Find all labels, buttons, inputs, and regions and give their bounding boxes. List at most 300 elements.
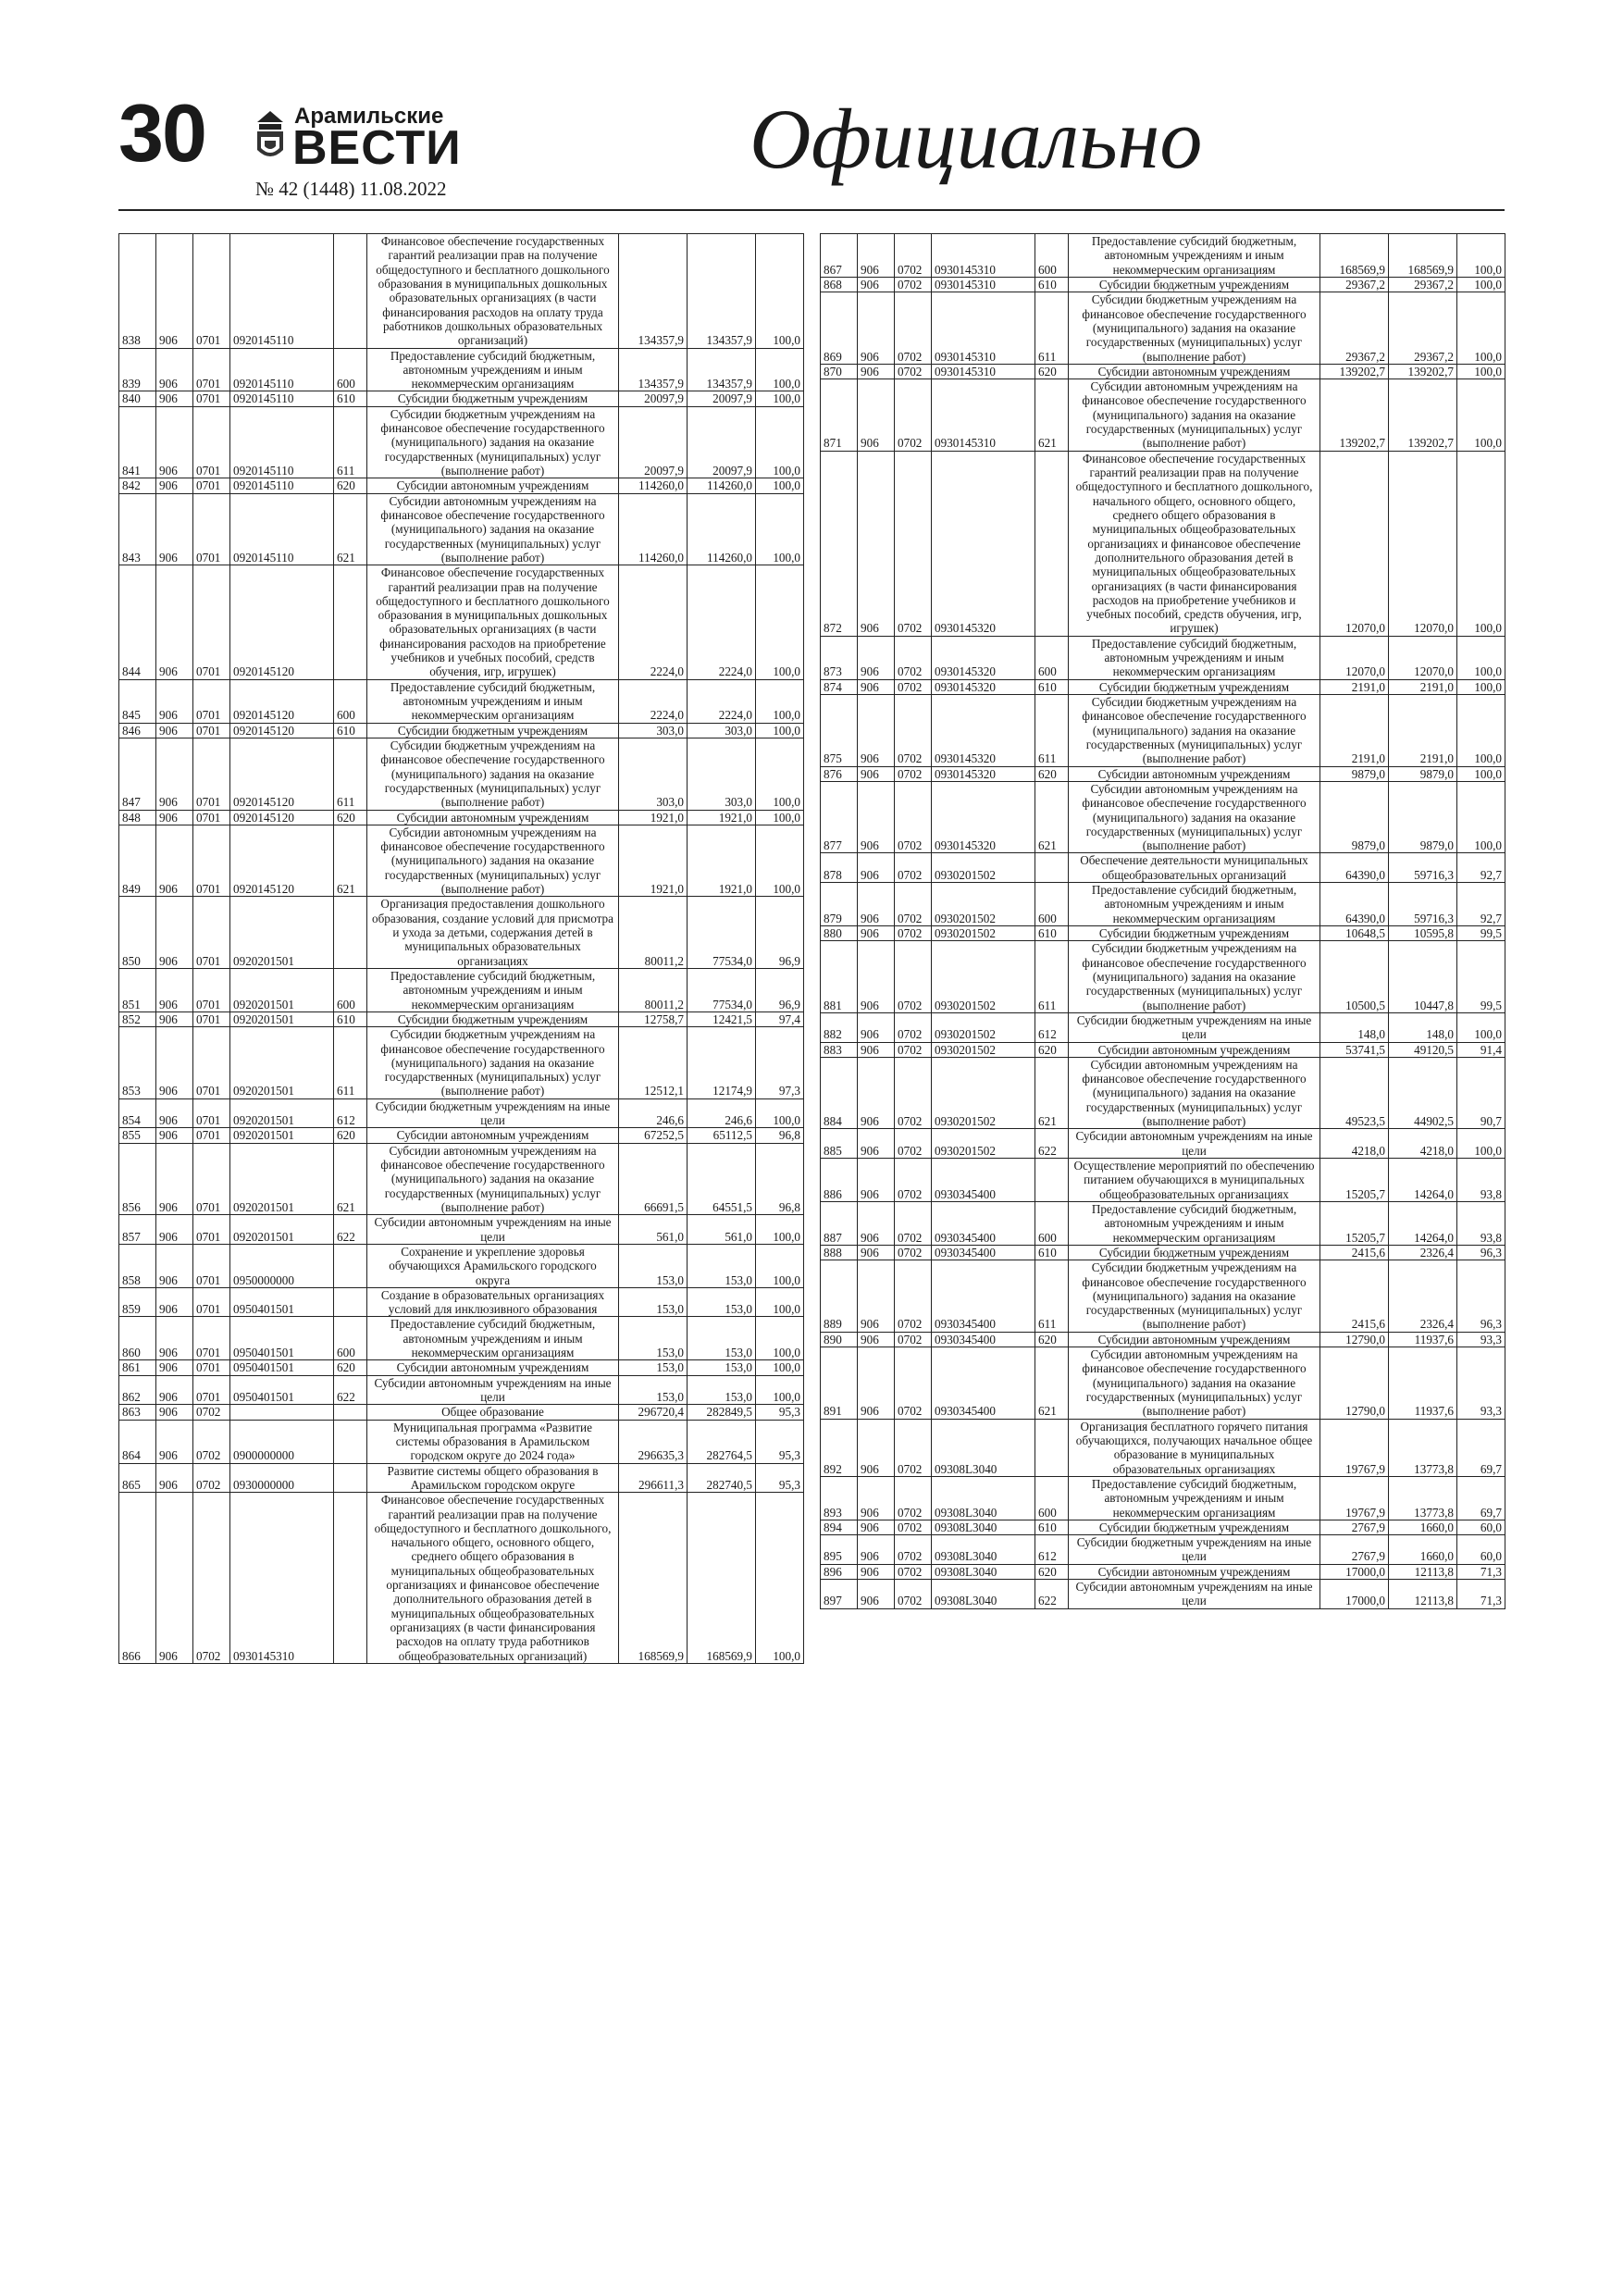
expense-type-code-cell: 610: [1035, 277, 1069, 292]
item-description-cell: Финансовое обеспечение государственных гарантий реализации прав на получение общедоступного и бесплатного дошкольного, начального общего, основного общего, среднего общего образования в муниципальных общеобразовательных организациях и финансовое обеспечение дополнительного образования детей в муниципальных общеобразовательных организациях (в части финансирования расходов на оплату труда работников общеобразовательных организаций): [367, 1493, 619, 1664]
table-row: [119, 679, 804, 723]
target-article-code-cell: 0930145310: [932, 277, 1035, 292]
expense-type-code-cell: 610: [334, 1011, 367, 1026]
ministry-code-cell: 906: [858, 1580, 895, 1609]
row-number-cell: 842: [119, 478, 156, 493]
executed-amount-cell: 49120,5: [1389, 1042, 1457, 1057]
expense-type-code-cell: 622: [1035, 1580, 1069, 1609]
ministry-code-cell: 906: [156, 1287, 193, 1317]
item-description-cell: Субсидии бюджетным учреждениям: [1069, 1245, 1320, 1260]
executed-amount-cell: 303,0: [688, 738, 756, 810]
planned-amount-cell: 168569,9: [619, 1493, 688, 1664]
section-code-cell: 0702: [895, 1520, 932, 1534]
expense-type-code-cell: 612: [1035, 1012, 1069, 1042]
ministry-code-cell: 906: [858, 883, 895, 926]
target-article-code-cell: 0930145320: [932, 451, 1035, 636]
ministry-code-cell: 906: [858, 1332, 895, 1347]
executed-amount-cell: 153,0: [688, 1375, 756, 1405]
table-row: [119, 1360, 804, 1375]
planned-amount-cell: 296635,3: [619, 1420, 688, 1463]
executed-amount-cell: 153,0: [688, 1287, 756, 1317]
planned-amount-cell: 17000,0: [1320, 1564, 1389, 1579]
item-description-cell: Субсидии автономным учреждениям: [1069, 364, 1320, 379]
item-description-cell: Субсидии автономным учреждениям на финансовое обеспечение государственного (муниципального) задания на оказание государственных (муниципальных) услуг (выполнение работ): [367, 493, 619, 565]
planned-amount-cell: 67252,5: [619, 1128, 688, 1143]
expense-type-code-cell: 611: [1035, 695, 1069, 767]
ministry-code-cell: 906: [156, 1027, 193, 1099]
section-code-cell: 0701: [193, 234, 230, 349]
table-row: [119, 406, 804, 478]
executed-amount-cell: 12070,0: [1389, 451, 1457, 636]
executed-amount-cell: 12113,8: [1389, 1580, 1457, 1609]
planned-amount-cell: 134357,9: [619, 234, 688, 349]
planned-amount-cell: 9879,0: [1320, 766, 1389, 781]
planned-amount-cell: 1921,0: [619, 810, 688, 825]
executed-amount-cell: 9879,0: [1389, 766, 1457, 781]
table-row: [119, 1098, 804, 1128]
item-description-cell: Субсидии автономным учреждениям на финансовое обеспечение государственного (муниципального) задания на оказание государственных (муниципальных) услуг (выполнение работ): [1069, 1347, 1320, 1420]
execution-percent-cell: 100,0: [756, 825, 804, 897]
expense-type-code-cell: 621: [334, 493, 367, 565]
executed-amount-cell: 59716,3: [1389, 883, 1457, 926]
executed-amount-cell: 12421,5: [688, 1011, 756, 1026]
section-code-cell: 0702: [895, 1580, 932, 1609]
ministry-code-cell: 906: [858, 1012, 895, 1042]
execution-percent-cell: 100,0: [756, 406, 804, 478]
executed-amount-cell: 2326,4: [1389, 1260, 1457, 1333]
target-article-code-cell: 09308L3040: [932, 1419, 1035, 1476]
ministry-code-cell: 906: [156, 825, 193, 897]
section-code-cell: 0702: [895, 636, 932, 679]
planned-amount-cell: 2224,0: [619, 679, 688, 723]
ministry-code-cell: 906: [156, 1011, 193, 1026]
page-header: [0, 0, 1623, 222]
planned-amount-cell: 66691,5: [619, 1143, 688, 1215]
section-code-cell: 0701: [193, 1244, 230, 1287]
executed-amount-cell: 12174,9: [688, 1027, 756, 1099]
expense-type-code-cell: 620: [334, 478, 367, 493]
executed-amount-cell: 64551,5: [688, 1143, 756, 1215]
row-number-cell: 887: [821, 1201, 858, 1245]
executed-amount-cell: 2191,0: [1389, 695, 1457, 767]
row-number-cell: 867: [821, 234, 858, 278]
row-number-cell: 886: [821, 1159, 858, 1202]
item-description-cell: Предоставление субсидий бюджетным, автономным учреждениям и иным некоммерческим организациям: [1069, 1476, 1320, 1520]
planned-amount-cell: 168569,9: [1320, 234, 1389, 278]
table-row: [119, 825, 804, 897]
expense-type-code-cell: 600: [1035, 1476, 1069, 1520]
planned-amount-cell: 139202,7: [1320, 379, 1389, 452]
expense-type-code-cell: [334, 1493, 367, 1664]
table-row: [119, 1215, 804, 1245]
item-description-cell: Общее образование: [367, 1405, 619, 1420]
ministry-code-cell: 906: [858, 1535, 895, 1565]
section-code-cell: 0702: [895, 1347, 932, 1420]
table-row: [119, 1244, 804, 1287]
execution-percent-cell: 100,0: [756, 1375, 804, 1405]
execution-percent-cell: 100,0: [1457, 636, 1505, 679]
section-code-cell: 0702: [895, 1535, 932, 1565]
execution-percent-cell: 96,8: [756, 1143, 804, 1215]
execution-percent-cell: 96,3: [1457, 1245, 1505, 1260]
ministry-code-cell: 906: [858, 1476, 895, 1520]
item-description-cell: Финансовое обеспечение государственных гарантий реализации прав на получение общедоступного и бесплатного дошкольного образования в муниципальных дошкольных образовательных организациях (в части финансирования расходов на приобретение учебников и учебных пособий, средств обучения, игр, игрушек): [367, 565, 619, 680]
ministry-code-cell: 906: [156, 897, 193, 969]
table-row: [821, 277, 1505, 292]
row-number-cell: 889: [821, 1260, 858, 1333]
item-description-cell: Субсидии автономным учреждениям на иные цели: [1069, 1129, 1320, 1159]
ministry-code-cell: 906: [156, 1375, 193, 1405]
target-article-code-cell: 09308L3040: [932, 1476, 1035, 1520]
planned-amount-cell: 148,0: [1320, 1012, 1389, 1042]
expense-type-code-cell: [334, 1287, 367, 1317]
ministry-code-cell: 906: [156, 565, 193, 680]
row-number-cell: 875: [821, 695, 858, 767]
item-description-cell: Субсидии автономным учреждениям на финансовое обеспечение государственного (муниципального) задания на оказание государственных (муниципальных) услуг (выполнение работ): [1069, 781, 1320, 853]
table-row: [119, 348, 804, 391]
section-code-cell: 0701: [193, 738, 230, 810]
ministry-code-cell: 906: [858, 277, 895, 292]
execution-percent-cell: 96,3: [1457, 1260, 1505, 1333]
planned-amount-cell: 80011,2: [619, 897, 688, 969]
planned-amount-cell: 561,0: [619, 1215, 688, 1245]
item-description-cell: Развитие системы общего образования в Арамильском городском округе: [367, 1463, 619, 1493]
executed-amount-cell: 134357,9: [688, 348, 756, 391]
target-article-code-cell: 0920201501: [230, 897, 334, 969]
planned-amount-cell: 134357,9: [619, 348, 688, 391]
row-number-cell: 888: [821, 1245, 858, 1260]
item-description-cell: Организация бесплатного горячего питания обучающихся, получающих начальное общее образование в муниципальных образовательных организациях: [1069, 1419, 1320, 1476]
executed-amount-cell: 77534,0: [688, 968, 756, 1011]
target-article-code-cell: 09308L3040: [932, 1535, 1035, 1565]
target-article-code-cell: 09308L3040: [932, 1580, 1035, 1609]
section-title: Официально: [750, 92, 1203, 186]
expense-type-code-cell: 611: [1035, 292, 1069, 365]
section-code-cell: 0701: [193, 825, 230, 897]
ministry-code-cell: 906: [156, 1143, 193, 1215]
ministry-code-cell: 906: [156, 493, 193, 565]
planned-amount-cell: 296611,3: [619, 1463, 688, 1493]
execution-percent-cell: 100,0: [756, 1244, 804, 1287]
execution-percent-cell: 100,0: [1457, 292, 1505, 365]
item-description-cell: Организация предоставления дошкольного образования, создание условий для присмотра и ухода за детьми, содержания детей в муниципальных образовательных организациях: [367, 897, 619, 969]
execution-percent-cell: 99,5: [1457, 926, 1505, 941]
item-description-cell: Субсидии бюджетным учреждениям: [1069, 926, 1320, 941]
item-description-cell: Субсидии автономным учреждениям: [367, 478, 619, 493]
table-row: [119, 1143, 804, 1215]
target-article-code-cell: 0920145120: [230, 738, 334, 810]
target-article-code-cell: 0920145120: [230, 825, 334, 897]
row-number-cell: 843: [119, 493, 156, 565]
item-description-cell: Осуществление мероприятий по обеспечению питанием обучающихся в муниципальных общеобразовательных организациях: [1069, 1159, 1320, 1202]
logo-title: ВЕСТИ: [292, 121, 462, 175]
planned-amount-cell: 20097,9: [619, 406, 688, 478]
item-description-cell: Субсидии бюджетным учреждениям на финансовое обеспечение государственного (муниципального) задания на оказание государственных (муниципальных) услуг (выполнение работ): [367, 1027, 619, 1099]
item-description-cell: Субсидии автономным учреждениям на финансовое обеспечение государственного (муниципального) задания на оказание государственных (муниципальных) услуг (выполнение работ): [367, 1143, 619, 1215]
expense-type-code-cell: 612: [1035, 1535, 1069, 1565]
table-row: [119, 1405, 804, 1420]
expense-type-code-cell: [1035, 853, 1069, 883]
table-row: [821, 781, 1505, 853]
ministry-code-cell: 906: [858, 364, 895, 379]
executed-amount-cell: 1921,0: [688, 825, 756, 897]
execution-percent-cell: 97,3: [756, 1027, 804, 1099]
row-number-cell: 872: [821, 451, 858, 636]
executed-amount-cell: 1921,0: [688, 810, 756, 825]
item-description-cell: Субсидии бюджетным учреждениям на финансовое обеспечение государственного (муниципального) задания на оказание государственных (муниципальных) услуг (выполнение работ): [1069, 1260, 1320, 1333]
table-row: [821, 292, 1505, 365]
section-code-cell: 0702: [193, 1420, 230, 1463]
planned-amount-cell: 139202,7: [1320, 364, 1389, 379]
executed-amount-cell: 114260,0: [688, 478, 756, 493]
ministry-code-cell: 906: [858, 679, 895, 694]
ministry-code-cell: 906: [858, 1245, 895, 1260]
expense-type-code-cell: 621: [1035, 379, 1069, 452]
ministry-code-cell: 906: [858, 1129, 895, 1159]
execution-percent-cell: 93,3: [1457, 1347, 1505, 1420]
row-number-cell: 844: [119, 565, 156, 680]
execution-percent-cell: 95,3: [756, 1420, 804, 1463]
planned-amount-cell: 2767,9: [1320, 1520, 1389, 1534]
planned-amount-cell: 2767,9: [1320, 1535, 1389, 1565]
expense-type-code-cell: [334, 1463, 367, 1493]
section-code-cell: 0702: [895, 364, 932, 379]
planned-amount-cell: 4218,0: [1320, 1129, 1389, 1159]
ministry-code-cell: 906: [156, 234, 193, 349]
target-article-code-cell: 0930345400: [932, 1245, 1035, 1260]
row-number-cell: 845: [119, 679, 156, 723]
target-article-code-cell: 0920145120: [230, 679, 334, 723]
expense-type-code-cell: 621: [1035, 1057, 1069, 1129]
table-row: [821, 941, 1505, 1013]
expense-type-code-cell: 611: [334, 738, 367, 810]
item-description-cell: Субсидии автономным учреждениям: [367, 1128, 619, 1143]
target-article-code-cell: 0930000000: [230, 1463, 334, 1493]
expense-type-code-cell: 611: [1035, 1260, 1069, 1333]
execution-percent-cell: 60,0: [1457, 1520, 1505, 1534]
section-code-cell: 0702: [895, 1201, 932, 1245]
planned-amount-cell: 153,0: [619, 1244, 688, 1287]
planned-amount-cell: 10648,5: [1320, 926, 1389, 941]
executed-amount-cell: 148,0: [1389, 1012, 1457, 1042]
execution-percent-cell: 97,4: [756, 1011, 804, 1026]
ministry-code-cell: 906: [156, 738, 193, 810]
table-row: [119, 1027, 804, 1099]
table-row: [119, 897, 804, 969]
planned-amount-cell: 49523,5: [1320, 1057, 1389, 1129]
row-number-cell: 858: [119, 1244, 156, 1287]
expense-type-code-cell: 620: [1035, 1042, 1069, 1057]
expense-type-code-cell: 600: [334, 1317, 367, 1360]
row-number-cell: 896: [821, 1564, 858, 1579]
executed-amount-cell: 2326,4: [1389, 1245, 1457, 1260]
target-article-code-cell: 0930145310: [932, 379, 1035, 452]
item-description-cell: Субсидии бюджетным учреждениям на иные цели: [367, 1098, 619, 1128]
expense-type-code-cell: 621: [1035, 781, 1069, 853]
execution-percent-cell: 60,0: [1457, 1535, 1505, 1565]
row-number-cell: 862: [119, 1375, 156, 1405]
expense-type-code-cell: [1035, 1159, 1069, 1202]
row-number-cell: 863: [119, 1405, 156, 1420]
executed-amount-cell: 20097,9: [688, 406, 756, 478]
ministry-code-cell: 906: [858, 636, 895, 679]
execution-percent-cell: 100,0: [756, 1317, 804, 1360]
item-description-cell: Субсидии бюджетным учреждениям на финансовое обеспечение государственного (муниципального) задания на оказание государственных (муниципальных) услуг (выполнение работ): [367, 738, 619, 810]
ministry-code-cell: 906: [156, 1244, 193, 1287]
section-code-cell: 0702: [895, 1057, 932, 1129]
target-article-code-cell: 0950000000: [230, 1244, 334, 1287]
header-rule: [118, 209, 1505, 211]
executed-amount-cell: 1660,0: [1389, 1535, 1457, 1565]
row-number-cell: 846: [119, 723, 156, 738]
section-code-cell: 0702: [895, 1159, 932, 1202]
section-code-cell: 0702: [895, 695, 932, 767]
section-code-cell: 0701: [193, 1360, 230, 1375]
planned-amount-cell: 12070,0: [1320, 636, 1389, 679]
section-code-cell: 0702: [895, 1245, 932, 1260]
section-code-cell: 0702: [895, 1564, 932, 1579]
table-row: [821, 1419, 1505, 1476]
item-description-cell: Предоставление субсидий бюджетным, автономным учреждениям и иным некоммерческим организациям: [1069, 234, 1320, 278]
target-article-code-cell: 0930345400: [932, 1332, 1035, 1347]
section-code-cell: 0702: [895, 1012, 932, 1042]
execution-percent-cell: 95,3: [756, 1405, 804, 1420]
item-description-cell: Обеспечение деятельности муниципальных общеобразовательных организаций: [1069, 853, 1320, 883]
execution-percent-cell: 100,0: [756, 391, 804, 406]
section-code-cell: 0702: [895, 1476, 932, 1520]
planned-amount-cell: 80011,2: [619, 968, 688, 1011]
table-row: [119, 1420, 804, 1463]
target-article-code-cell: 0930145310: [932, 234, 1035, 278]
target-article-code-cell: 0930345400: [932, 1260, 1035, 1333]
executed-amount-cell: 10595,8: [1389, 926, 1457, 941]
planned-amount-cell: 29367,2: [1320, 292, 1389, 365]
ministry-code-cell: 906: [858, 941, 895, 1013]
section-code-cell: 0702: [895, 1129, 932, 1159]
budget-table-right-body: [821, 234, 1505, 1609]
expense-type-code-cell: [1035, 1419, 1069, 1476]
expense-type-code-cell: 620: [334, 810, 367, 825]
ministry-code-cell: 906: [156, 1128, 193, 1143]
executed-amount-cell: 2224,0: [688, 679, 756, 723]
logo-subtitle: Арамильские: [294, 104, 444, 129]
planned-amount-cell: 153,0: [619, 1287, 688, 1317]
expense-type-code-cell: 612: [334, 1098, 367, 1128]
section-code-cell: 0701: [193, 810, 230, 825]
ministry-code-cell: 906: [858, 1419, 895, 1476]
section-code-cell: 0702: [895, 379, 932, 452]
executed-amount-cell: 29367,2: [1389, 277, 1457, 292]
row-number-cell: 861: [119, 1360, 156, 1375]
execution-percent-cell: 95,3: [756, 1463, 804, 1493]
ministry-code-cell: 906: [156, 406, 193, 478]
execution-percent-cell: 100,0: [756, 565, 804, 680]
target-article-code-cell: 0920201501: [230, 1215, 334, 1245]
planned-amount-cell: 1921,0: [619, 825, 688, 897]
item-description-cell: Предоставление субсидий бюджетным, автономным учреждениям и иным некоммерческим организациям: [1069, 1201, 1320, 1245]
item-description-cell: Предоставление субсидий бюджетным, автономным учреждениям и иным некоммерческим организациям: [1069, 883, 1320, 926]
executed-amount-cell: 153,0: [688, 1317, 756, 1360]
expense-type-code-cell: [334, 897, 367, 969]
execution-percent-cell: 100,0: [756, 348, 804, 391]
expense-type-code-cell: [334, 1420, 367, 1463]
row-number-cell: 854: [119, 1098, 156, 1128]
execution-percent-cell: 96,9: [756, 968, 804, 1011]
row-number-cell: 874: [821, 679, 858, 694]
executed-amount-cell: 13773,8: [1389, 1419, 1457, 1476]
section-code-cell: 0701: [193, 897, 230, 969]
ministry-code-cell: 906: [156, 1463, 193, 1493]
section-code-cell: 0701: [193, 679, 230, 723]
execution-percent-cell: 100,0: [1457, 451, 1505, 636]
ministry-code-cell: 906: [156, 1215, 193, 1245]
row-number-cell: 884: [821, 1057, 858, 1129]
item-description-cell: Финансовое обеспечение государственных гарантий реализации прав на получение общедоступного и бесплатного дошкольного образования в муниципальных дошкольных образовательных организациях (в части финансирования расходов на оплату труда работников дошкольных образовательных организаций): [367, 234, 619, 349]
executed-amount-cell: 14264,0: [1389, 1201, 1457, 1245]
target-article-code-cell: 09308L3040: [932, 1520, 1035, 1534]
executed-amount-cell: 13773,8: [1389, 1476, 1457, 1520]
row-number-cell: 841: [119, 406, 156, 478]
row-number-cell: 855: [119, 1128, 156, 1143]
section-code-cell: 0702: [895, 277, 932, 292]
expense-type-code-cell: [1035, 451, 1069, 636]
table-row: [821, 1012, 1505, 1042]
row-number-cell: 849: [119, 825, 156, 897]
item-description-cell: Субсидии бюджетным учреждениям на иные цели: [1069, 1535, 1320, 1565]
item-description-cell: Субсидии бюджетным учреждениям на финансовое обеспечение государственного (муниципального) задания на оказание государственных (муниципальных) услуг (выполнение работ): [1069, 941, 1320, 1013]
row-number-cell: 853: [119, 1027, 156, 1099]
expense-type-code-cell: 620: [1035, 1564, 1069, 1579]
planned-amount-cell: 2191,0: [1320, 679, 1389, 694]
ministry-code-cell: 906: [858, 234, 895, 278]
expense-type-code-cell: [334, 234, 367, 349]
item-description-cell: Создание в образовательных организациях условий для инклюзивного образования: [367, 1287, 619, 1317]
row-number-cell: 868: [821, 277, 858, 292]
row-number-cell: 895: [821, 1535, 858, 1565]
row-number-cell: 871: [821, 379, 858, 452]
row-number-cell: 870: [821, 364, 858, 379]
executed-amount-cell: 168569,9: [1389, 234, 1457, 278]
section-code-cell: 0701: [193, 348, 230, 391]
table-row: [119, 738, 804, 810]
row-number-cell: 876: [821, 766, 858, 781]
table-row: [821, 1201, 1505, 1245]
executed-amount-cell: 10447,8: [1389, 941, 1457, 1013]
execution-percent-cell: 92,7: [1457, 883, 1505, 926]
section-code-cell: 0702: [895, 941, 932, 1013]
row-number-cell: 865: [119, 1463, 156, 1493]
ministry-code-cell: 906: [156, 679, 193, 723]
row-number-cell: 878: [821, 853, 858, 883]
target-article-code-cell: 0920201501: [230, 1098, 334, 1128]
execution-percent-cell: 100,0: [1457, 679, 1505, 694]
expense-type-code-cell: 600: [1035, 883, 1069, 926]
section-code-cell: 0701: [193, 1011, 230, 1026]
planned-amount-cell: 15205,7: [1320, 1159, 1389, 1202]
expense-type-code-cell: 600: [334, 968, 367, 1011]
execution-percent-cell: 100,0: [756, 723, 804, 738]
table-row: [821, 1580, 1505, 1609]
executed-amount-cell: 77534,0: [688, 897, 756, 969]
item-description-cell: Субсидии бюджетным учреждениям: [1069, 1520, 1320, 1534]
executed-amount-cell: 2191,0: [1389, 679, 1457, 694]
expense-type-code-cell: 611: [334, 406, 367, 478]
row-number-cell: 881: [821, 941, 858, 1013]
item-description-cell: Субсидии бюджетным учреждениям: [367, 391, 619, 406]
ministry-code-cell: 906: [858, 1564, 895, 1579]
section-code-cell: 0701: [193, 1215, 230, 1245]
planned-amount-cell: 114260,0: [619, 478, 688, 493]
